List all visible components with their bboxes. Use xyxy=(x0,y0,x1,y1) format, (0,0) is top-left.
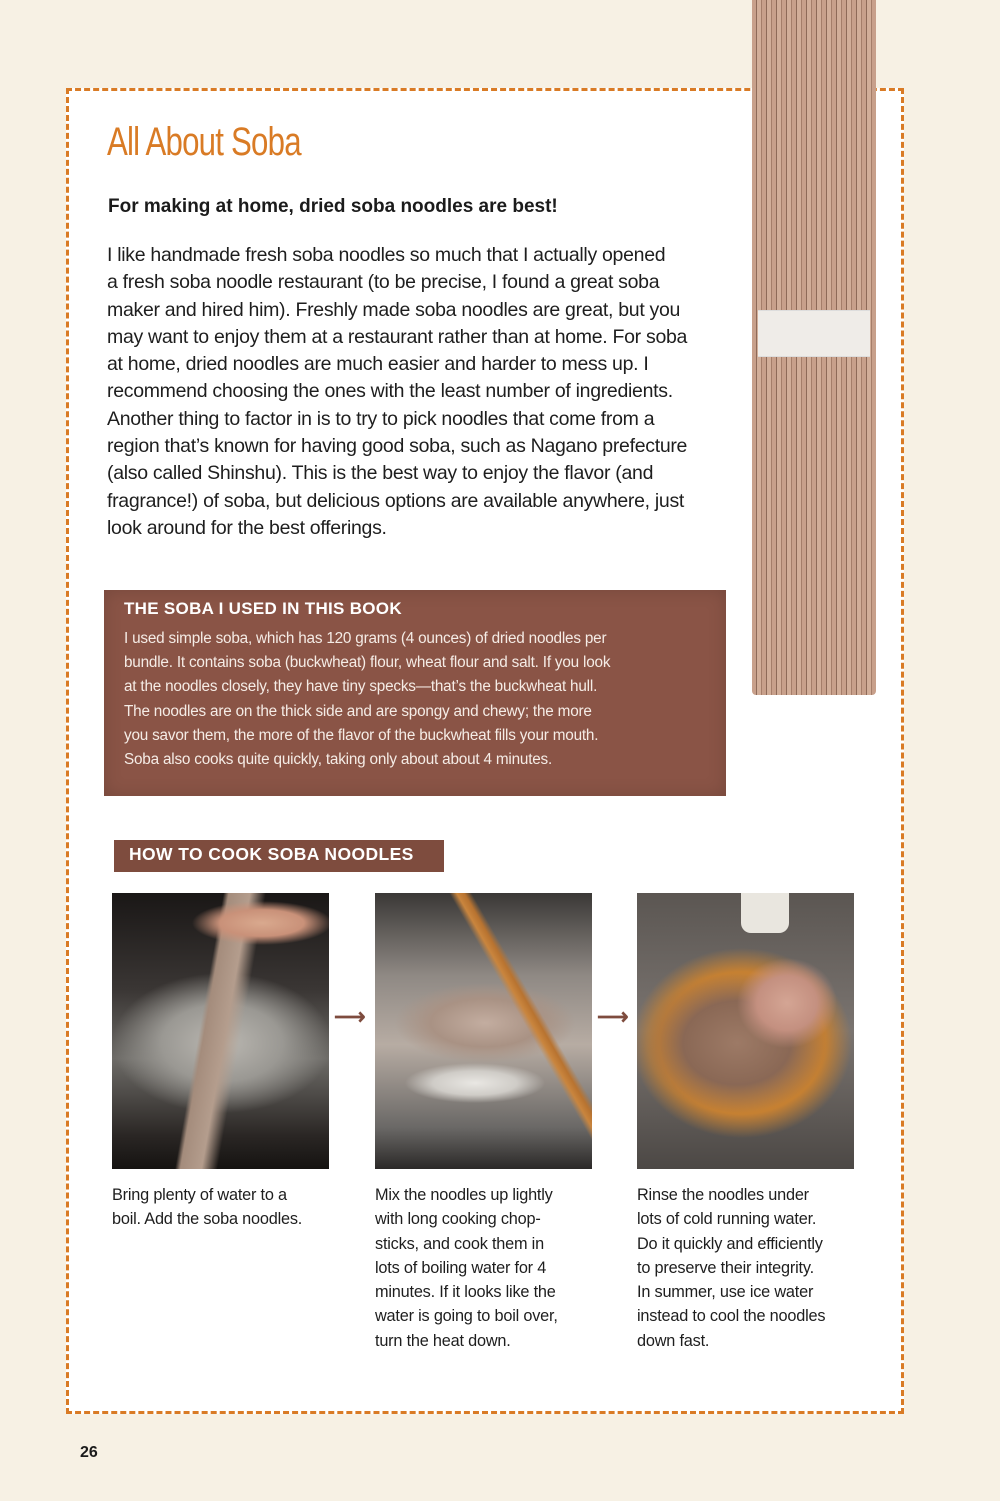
page-title: All About Soba xyxy=(107,120,301,164)
intro-line: I like handmade fresh soba noodles so much that I actually opened xyxy=(107,244,666,266)
caption-line: to preserve their integrity. xyxy=(637,1258,814,1277)
intro-line: fragrance!) of soba, but delicious options are available anywhere, just xyxy=(107,489,685,512)
intro-paragraph xyxy=(107,242,727,542)
arrow-right-icon: ⟶ xyxy=(334,1004,366,1029)
intro-line: may want to enjoy them at a restaurant rather than at home. For soba xyxy=(107,325,688,348)
caption-line: minutes. If it looks like the xyxy=(375,1283,556,1302)
caption-line: with long cooking chop- xyxy=(375,1210,541,1229)
caption-line: In summer, use ice water xyxy=(637,1283,814,1302)
subtitle: For making at home, dried soba noodles are best! xyxy=(108,196,558,217)
note-line: I used simple soba, which has 120 grams (4 ounces) of dried noodles per xyxy=(124,630,607,647)
intro-line: Another thing to factor in is to try to pick noodles that come from a xyxy=(107,407,655,430)
page-number: 26 xyxy=(80,1444,98,1461)
note-line: at the noodles closely, they have tiny specks—that’s the buckwheat hull. xyxy=(124,678,598,696)
note-line: Soba also cooks quite quickly, taking only about about 4 minutes. xyxy=(124,751,553,769)
note-line: you savor them, the more of the flavor of the buckwheat fills your mouth. xyxy=(124,726,599,744)
caption-line: down fast. xyxy=(637,1331,710,1350)
step-3-photo xyxy=(637,893,854,1169)
intro-line: maker and hired him). Freshly made soba noodles are great, but you xyxy=(107,298,681,321)
intro-line: region that’s known for having good soba, such as Nagano prefecture xyxy=(107,435,688,458)
arrow-right-icon: ⟶ xyxy=(597,1004,629,1029)
step-1-photo xyxy=(112,893,329,1169)
howto-heading: HOW TO COOK SOBA NOODLES xyxy=(129,844,414,864)
note-body xyxy=(124,627,724,772)
caption-line: Rinse the noodles under xyxy=(637,1186,809,1204)
caption-line: turn the heat down. xyxy=(375,1331,511,1350)
step-2-caption xyxy=(375,1183,605,1353)
caption-line: Bring plenty of water to a xyxy=(112,1186,287,1204)
intro-line: recommend choosing the ones with the least number of ingredients. xyxy=(107,380,673,403)
note-heading: THE SOBA I USED IN THIS BOOK xyxy=(124,599,402,618)
caption-line: sticks, and cook them in xyxy=(375,1234,544,1253)
step-1-caption xyxy=(112,1183,342,1232)
note-line: bundle. It contains soba (buckwheat) flour, wheat flour and salt. If you look xyxy=(124,654,611,672)
caption-line: instead to cool the noodles xyxy=(637,1307,826,1326)
caption-line: lots of cold running water. xyxy=(637,1210,817,1229)
caption-line: boil. Add the soba noodles. xyxy=(112,1210,303,1229)
intro-line: at home, dried noodles are much easier and harder to mess up. I xyxy=(107,353,649,376)
step-3-caption xyxy=(637,1183,867,1353)
caption-line: Do it quickly and efficiently xyxy=(637,1234,823,1253)
faucet-in-photo xyxy=(741,893,789,933)
step-2-photo xyxy=(375,893,592,1169)
caption-line: Mix the noodles up lightly xyxy=(375,1186,553,1204)
bundle-paper-band xyxy=(758,310,870,357)
intro-line: (also called Shinshu). This is the best way to enjoy the flavor (and xyxy=(107,462,654,485)
caption-line: lots of boiling water for 4 xyxy=(375,1258,547,1277)
caption-line: water is going to boil over, xyxy=(375,1307,558,1326)
intro-line: look around for the best offerings. xyxy=(107,516,387,539)
intro-line: a fresh soba noodle restaurant (to be precise, I found a great soba xyxy=(107,271,660,294)
note-line: The noodles are on the thick side and are spongy and chewy; the more xyxy=(124,702,592,720)
